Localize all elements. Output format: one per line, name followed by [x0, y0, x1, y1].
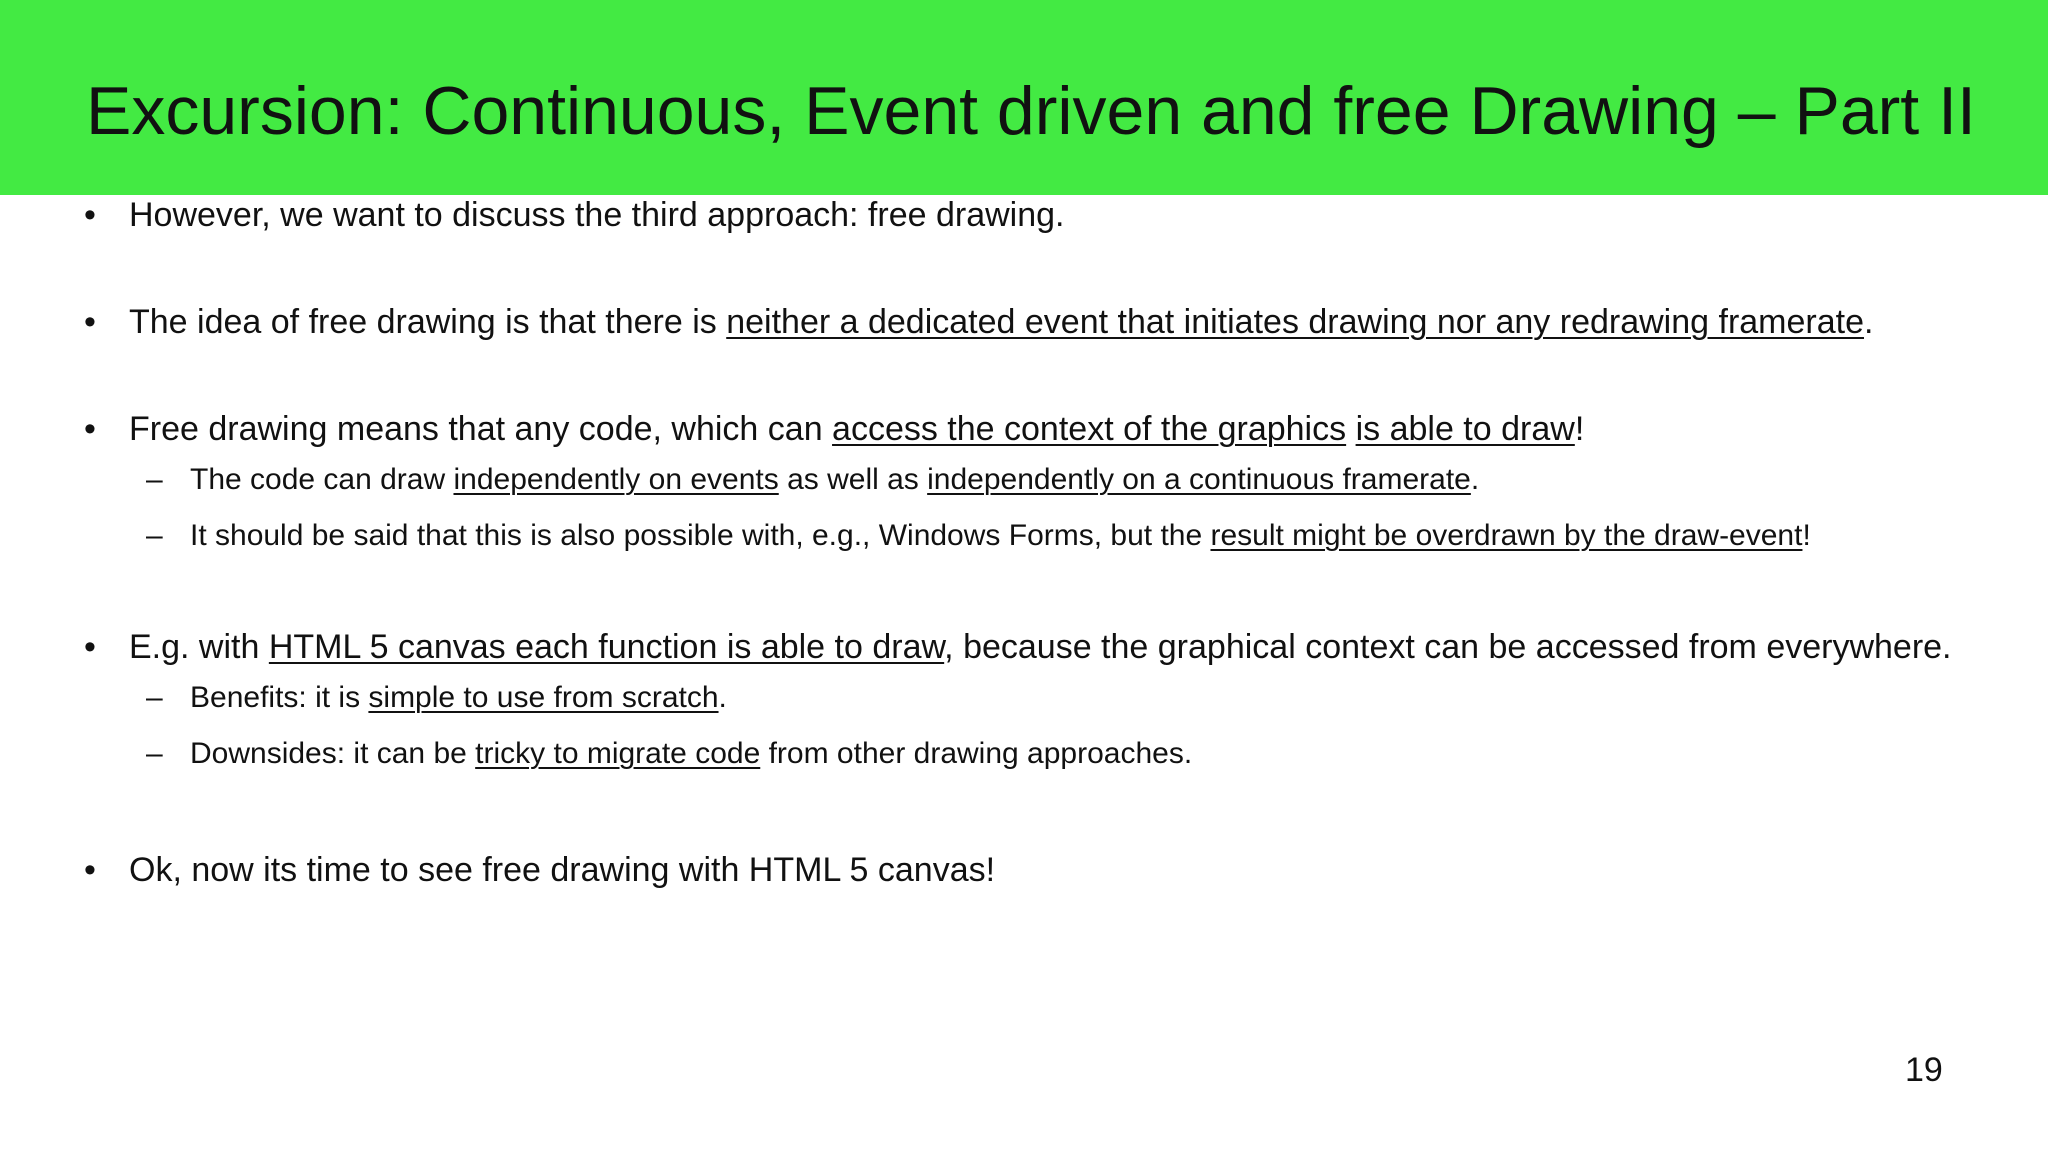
sub-bullet-suffix: . [718, 681, 727, 714]
bullet-text-prefix: E.g. with [129, 628, 269, 666]
bullet-marker: • [84, 303, 96, 341]
sub-bullet-suffix: ! [1802, 519, 1811, 552]
bullet-marker: • [84, 628, 96, 666]
bullet-text [129, 408, 1584, 450]
sub-bullet-prefix: The code can draw [190, 463, 454, 496]
bullet-text: Ok, now its time to see free drawing with HTML 5 canvas! [129, 851, 996, 889]
bullet-text-suffix: . [1864, 303, 1874, 341]
bullet-text-prefix: The idea of free drawing is that there is [129, 303, 727, 341]
bullet-text-suffix: , because the graphical context can be accessed from everywhere. [944, 628, 1952, 666]
sub-bullet-text [190, 461, 1479, 499]
sub-bullet-text [190, 679, 727, 717]
sub-bullet-marker: – [146, 519, 163, 552]
bullet-text-prefix: Free drawing means that any code, which can [129, 410, 833, 448]
title-bar [0, 0, 2048, 195]
bullet-text [129, 301, 1873, 343]
underlined-phrase: neither a dedicated event that initiates drawing nor any redrawing framerate [726, 303, 1864, 341]
bullet-marker: • [84, 410, 96, 448]
underlined-phrase: access the context of the graphics [832, 410, 1347, 448]
page-number: 19 [1905, 1051, 1943, 1089]
underlined-phrase: tricky to migrate code [475, 737, 761, 770]
bullet-marker: • [84, 851, 96, 889]
sub-bullet-marker: – [146, 463, 163, 496]
underlined-phrase: is able to draw [1355, 410, 1575, 448]
bullet-text [129, 626, 1952, 668]
sub-bullet-prefix: Downsides: it can be [190, 737, 476, 770]
underlined-phrase: result might be overdrawn by the draw-event [1210, 519, 1803, 552]
sub-bullet-prefix: Benefits: it is [190, 681, 369, 714]
underlined-phrase: independently on events [453, 463, 779, 496]
bullet-text: However, we want to discuss the third approach: free drawing. [129, 196, 1065, 234]
bullet-text-suffix: ! [1574, 410, 1585, 448]
sub-bullet-suffix: . [1470, 463, 1480, 496]
sub-bullet-middle: as well as [778, 463, 928, 496]
sub-bullet-marker: – [146, 737, 163, 770]
underlined-phrase: simple to use from scratch [368, 681, 719, 714]
sub-bullet-text [190, 517, 1811, 555]
slide-title: Excursion: Continuous, Event driven and free Drawing – Part II [86, 73, 1976, 149]
sub-bullet-prefix: It should be said that this is also possible with, e.g., Windows Forms, but the [190, 519, 1211, 552]
sub-bullet-suffix: from other drawing approaches. [760, 737, 1193, 770]
underlined-phrase: HTML 5 canvas each function is able to draw [268, 628, 945, 666]
bullet-marker: • [84, 196, 96, 234]
sub-bullet-text [190, 735, 1192, 773]
sub-bullet-marker: – [146, 681, 163, 714]
bullet-text-middle [1346, 410, 1355, 448]
underlined-phrase: independently on a continuous framerate [927, 463, 1471, 496]
